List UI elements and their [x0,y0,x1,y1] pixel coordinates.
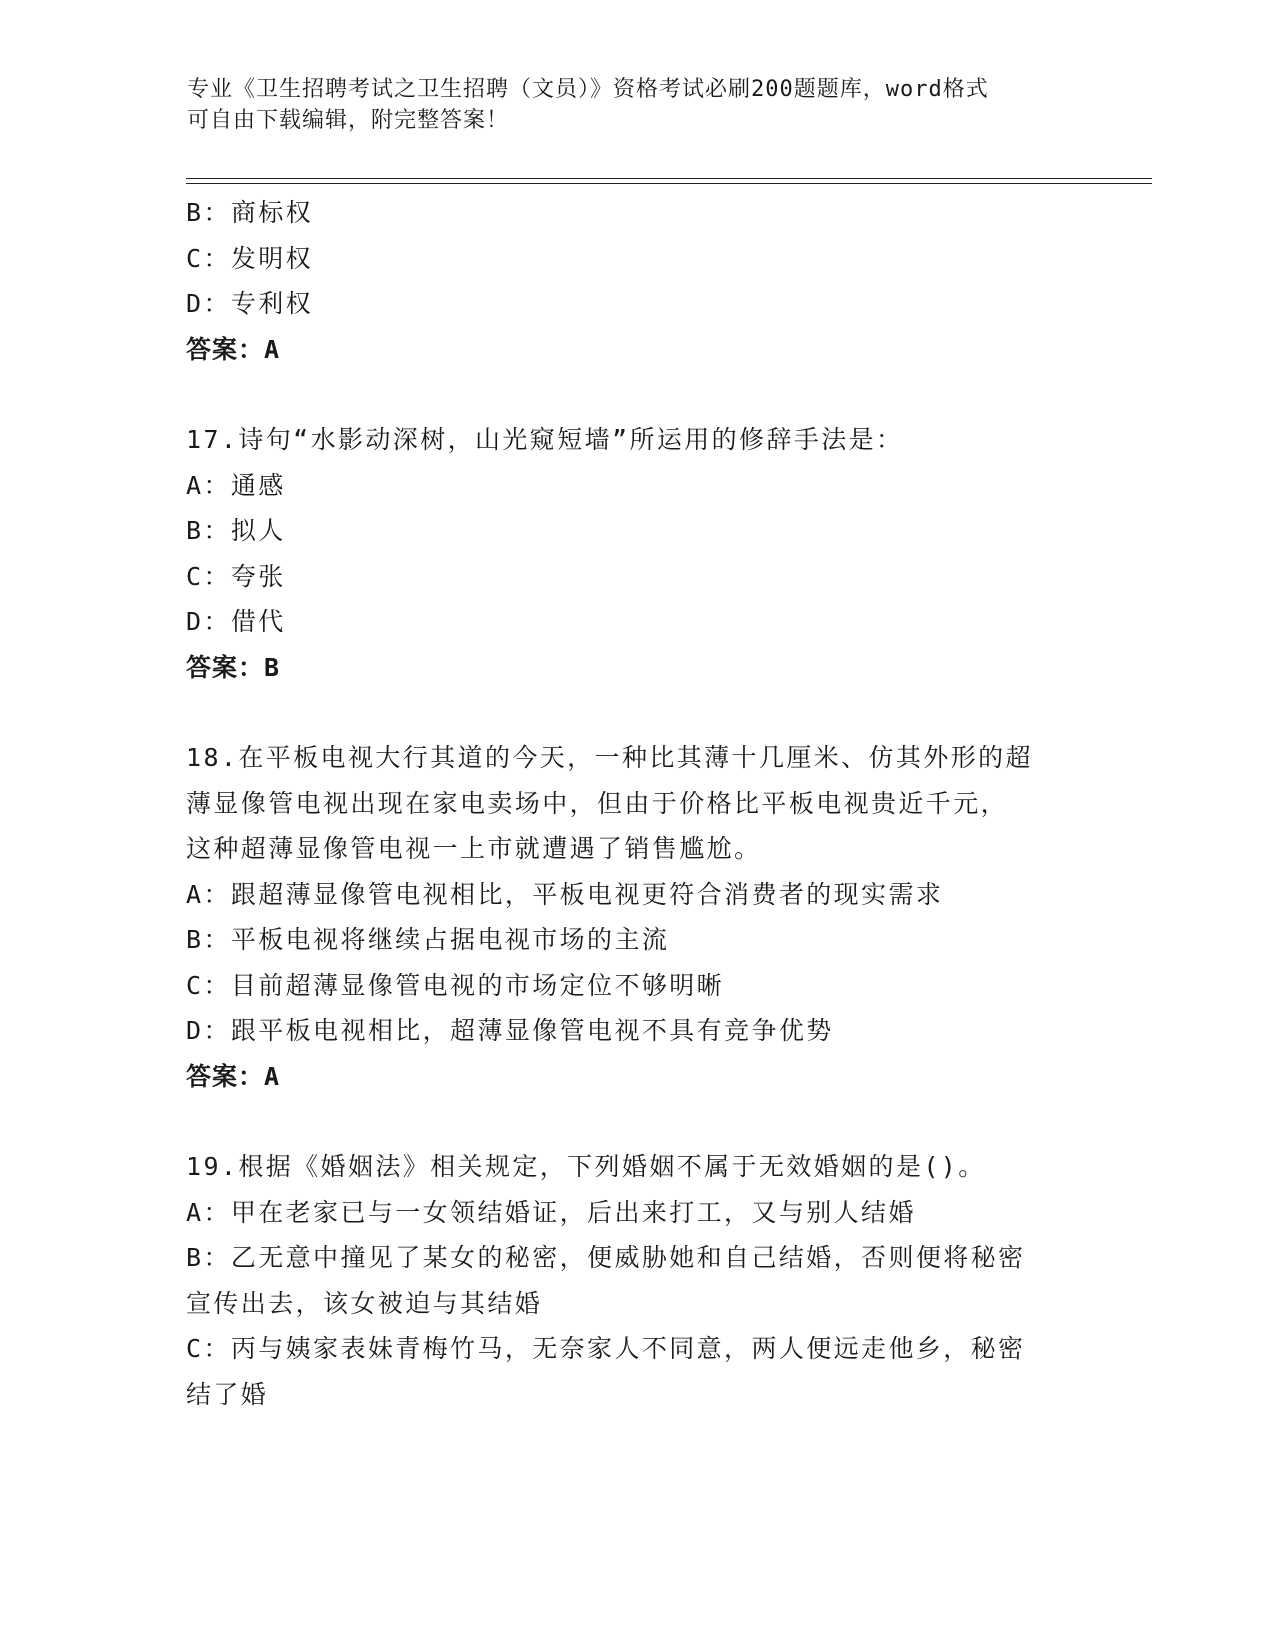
option-c: C：丙与姨家表妹青梅竹马，无奈家人不同意，两人便远走他乡，秘密 [186,1334,1026,1363]
option-a: A：甲在老家已与一女领结婚证，后出来打工，又与别人结婚 [186,1197,916,1227]
question-17 [186,417,1086,690]
question-19 [186,1144,1086,1417]
header-rule-top [186,178,1152,179]
answer: 答案：B [186,652,281,682]
option-b: B：平板电视将继续占据电视市场的主流 [186,925,670,954]
option-d: D：专利权 [186,289,314,318]
option-d: D：跟平板电视相比，超薄显像管电视不具有竞争优势 [186,1016,834,1045]
option-b-continued: 宣传出去，该女被迫与其结婚 [186,1288,543,1318]
option-b: B：拟人 [186,516,286,545]
header-rule-bottom [186,183,1152,184]
question-18 [186,735,1086,1099]
answer: 答案：A [186,1061,281,1091]
question-stem-line: 18.在平板电视大行其道的今天，一种比其薄十几厘米、仿其外形的超 [186,743,1033,772]
option-c: C：目前超薄显像管电视的市场定位不够明晰 [186,970,725,1000]
header-line-2: 可自由下载编辑，附完整答案！ [187,108,510,133]
option-c: C：发明权 [186,243,314,273]
option-c-continued: 结了婚 [186,1379,269,1409]
question-16-tail [186,190,1086,372]
option-a: A：跟超薄显像管电视相比，平板电视更符合消费者的现实需求 [186,879,944,909]
question-stem: 17.诗句“水影动深树，山光窥短墙”所运用的修辞手法是： [186,425,904,454]
document-header [187,74,1067,136]
question-list [186,190,1086,1417]
question-stem-line: 薄显像管电视出现在家电卖场中，但由于价格比平板电视贵近千元， [186,788,1009,818]
option-c: C：夸张 [186,561,286,591]
option-d: D：借代 [186,607,286,636]
option-a: A：通感 [186,470,286,500]
option-b: B：商标权 [186,198,314,227]
question-stem: 19.根据《婚姻法》相关规定，下列婚姻不属于无效婚姻的是()。 [186,1152,986,1181]
answer: 答案：A [186,334,281,364]
header-line-1: 专业《卫生招聘考试之卫生招聘（文员）》资格考试必刷200题题库，word格式 [187,77,989,102]
question-stem-line: 这种超薄显像管电视一上市就遭遇了销售尴尬。 [186,834,762,863]
option-b: B：乙无意中撞见了某女的秘密，便威胁她和自己结婚，否则便将秘密 [186,1243,1026,1272]
